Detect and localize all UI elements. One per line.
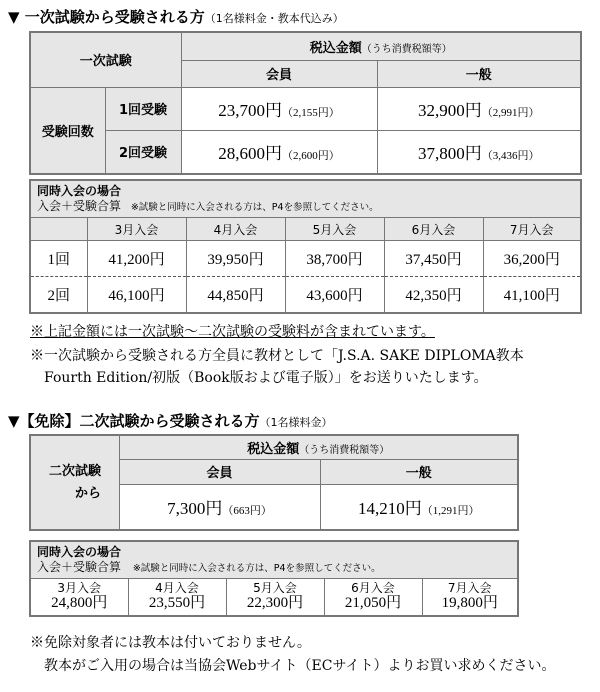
row-label: 1回	[30, 241, 87, 277]
note-purchase: 教本がご入用の場合は当協会Webサイト（ECサイト）よりお買い求めください。	[30, 658, 556, 674]
join-price: 41,100円	[483, 277, 581, 313]
price-general-tax: （1,291円）	[421, 505, 480, 518]
col-member: 会員	[119, 459, 320, 484]
join-price: 23,550円	[148, 595, 206, 611]
price-member: 23,700円（2,155円）	[181, 87, 377, 130]
note-fee-included: ※上記金額には一次試験～二次試験の受験料が含まれています。	[30, 324, 435, 340]
join-table-subtitle: 入会＋受験合算	[37, 199, 122, 213]
price-general: 14,210円（1,291円）	[320, 484, 518, 530]
join-item	[30, 579, 128, 617]
tax-header-note: （うち消費税額等）	[361, 43, 452, 55]
col-general: 一般	[377, 60, 581, 87]
price-table-second-exam	[29, 434, 519, 531]
corner-label: 一次試験	[30, 32, 181, 87]
price-table-first-exam	[29, 31, 582, 175]
join-table-header	[30, 541, 518, 579]
month-header: 6月入会	[384, 218, 483, 241]
tax-header-note: （うち消費税額等）	[299, 444, 390, 456]
join-table-first-exam	[29, 179, 582, 314]
month-header: 7月入会	[483, 218, 581, 241]
section1-title-note: （1名様料金・教本代込み）	[204, 12, 344, 25]
join-price: 19,800円	[441, 595, 498, 611]
month-header: 5月入会	[285, 218, 384, 241]
join-price: 21,050円	[344, 595, 402, 611]
note-no-textbook: ※免除対象者には教本は付いておりません。	[30, 635, 311, 651]
join-item	[128, 579, 226, 617]
join-price: 36,200円	[483, 241, 581, 277]
join-item	[324, 579, 422, 617]
price-general-tax: （3,436円）	[481, 150, 540, 163]
price-general: 32,900円（2,991円）	[377, 87, 581, 130]
join-price: 37,450円	[384, 241, 483, 277]
col-general: 一般	[320, 459, 518, 484]
join-item	[422, 579, 518, 617]
tax-header: 税込金額（うち消費税額等）	[181, 32, 581, 60]
join-price: 41,200円	[87, 241, 186, 277]
section1-title: ▼ 一次試験から受験される方（1名様料金・教本代込み）	[8, 8, 344, 26]
join-item	[226, 579, 324, 617]
join-price: 42,350円	[384, 277, 483, 313]
price-member-tax: （2,600円）	[282, 150, 340, 163]
join-price: 44,850円	[186, 277, 285, 313]
price-member: 7,300円（663円）	[119, 484, 320, 530]
price-member: 28,600円（2,600円）	[181, 130, 377, 174]
join-price: 46,100円	[87, 277, 186, 313]
corner-label: 二次試験 から	[30, 435, 119, 530]
join-table-subnote: ※試験と同時に入会される方は、P4を参照してください。	[132, 563, 381, 574]
corner-label-line2: から	[75, 485, 102, 501]
join-table-subtitle: 入会＋受験合算	[37, 560, 122, 574]
join-table-subnote: ※試験と同時に入会される方は、P4を参照してください。	[130, 202, 379, 213]
row-label: 2回	[47, 287, 70, 304]
row-label: 2回受験	[105, 130, 181, 174]
month-label: 6月入会	[351, 581, 395, 595]
note-textbook: ※一次試験から受験される方全員に教材として「J.S.A. SAKE DIPLOMA教本	[30, 348, 524, 364]
join-table-header	[30, 180, 581, 218]
join-table-second-exam	[29, 540, 519, 617]
join-price: 39,950円	[186, 241, 285, 277]
row-group-label: 受験回数	[30, 87, 105, 174]
row-label: 1回受験	[105, 87, 181, 130]
join-price: 43,600円	[285, 277, 384, 313]
col-member: 会員	[181, 60, 377, 87]
join-price: 24,800円	[51, 595, 108, 611]
month-label: 3月入会	[57, 581, 102, 595]
month-label: 7月入会	[447, 581, 492, 595]
price-general: 37,800円（3,436円）	[377, 130, 581, 174]
month-header: 4月入会	[186, 218, 285, 241]
price-general-tax: （2,991円）	[481, 107, 540, 119]
section2-title-note: （1名様料金）	[259, 416, 333, 429]
month-corner	[30, 218, 87, 241]
month-label: 5月入会	[253, 581, 297, 595]
price-member-tax: （663円）	[222, 505, 272, 518]
join-table-title: 同時入会の場合	[37, 184, 122, 198]
tax-header: 税込金額（うち消費税額等）	[119, 435, 518, 459]
join-price: 22,300円	[246, 595, 304, 611]
join-price: 38,700円	[285, 241, 384, 277]
price-member-tax: （2,155円）	[282, 107, 340, 119]
join-table-title: 同時入会の場合	[37, 545, 122, 559]
note-textbook-cont: Fourth Edition/初版（Book版および電子版）」をお送りいたします。	[30, 370, 488, 386]
month-header: 3月入会	[87, 218, 186, 241]
section2-title: ▼【免除】二次試験から受験される方（1名様料金）	[8, 412, 333, 430]
month-label: 4月入会	[155, 581, 199, 595]
